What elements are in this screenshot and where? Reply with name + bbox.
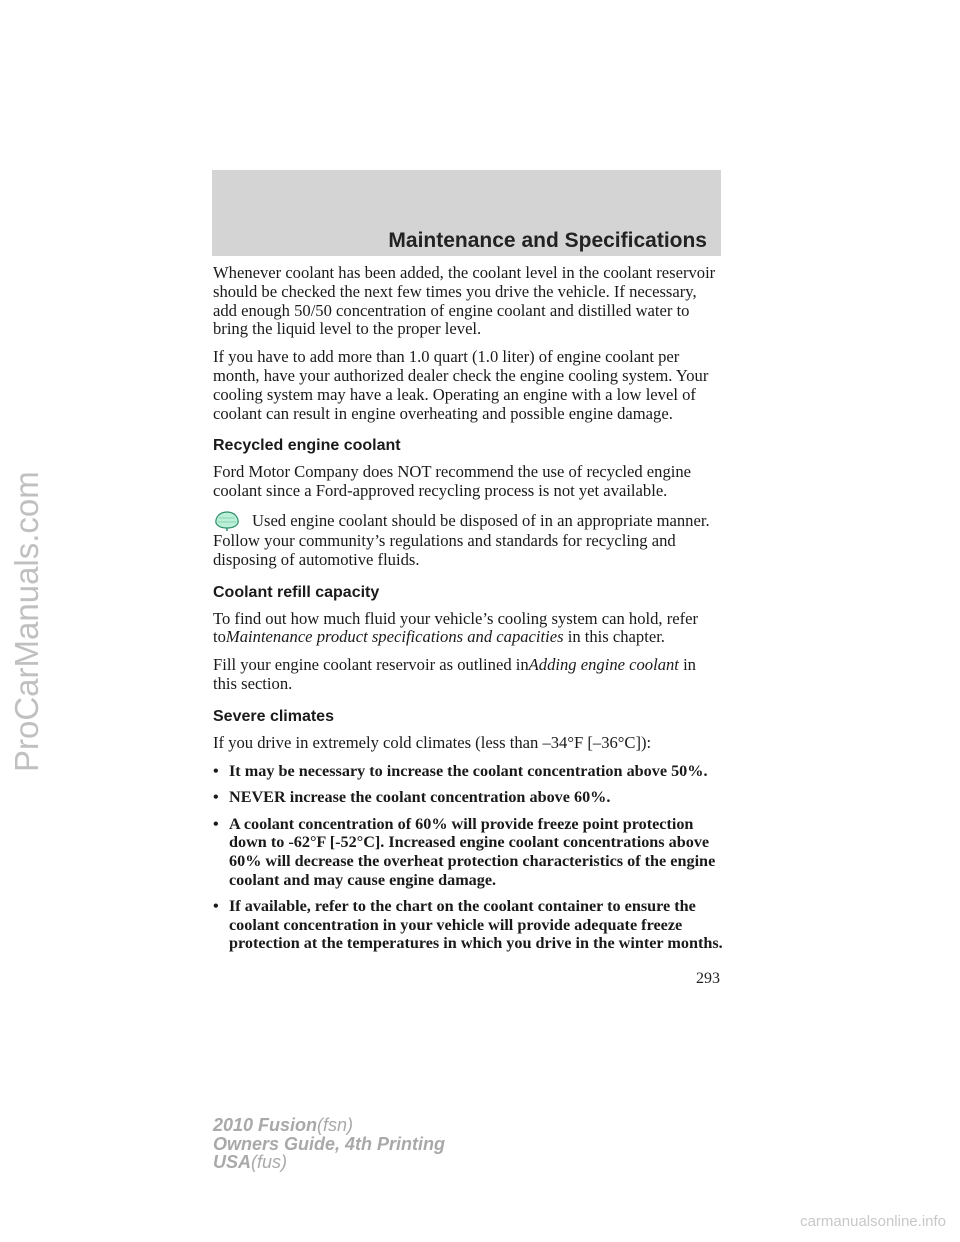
paragraph-fill-text: Fill your engine coolant reservoir as outlined in xyxy=(213,655,529,675)
paragraph-fill-suffix: in this section. xyxy=(213,655,696,693)
section-header-band xyxy=(212,170,721,256)
bullet-list xyxy=(213,762,723,953)
footer-model-code: (fsn) xyxy=(317,1115,354,1135)
bullet-item: • It may be necessary to increase the coolant concentration above 50%. xyxy=(213,762,723,781)
footer-model-line xyxy=(213,1116,445,1135)
paragraph-recycled-coolant: Ford Motor Company does NOT recommend the use of recycled engine coolant since a Ford-approved recycling process is not yet available. xyxy=(213,462,692,501)
footer-market-line xyxy=(213,1153,445,1172)
footer-guide: Owners Guide, 4th Printing xyxy=(213,1133,446,1154)
watermark: ProCarManuals.com xyxy=(8,471,45,772)
bullet-item: • If available, refer to the chart on the coolant container to ensure the coolant concentration in your vehicle will provide adequate freeze protection at the temperatures in which you drive in the winter months. xyxy=(213,897,723,953)
paragraph-coolant-check: Whenever coolant has been added, the coolant level in the coolant reservoir should be checked the next few times you drive the vehicle. If necessary, add enough 50/50 concentration of engine coolant and distilled water to bring the liquid level to the proper level. xyxy=(213,263,716,339)
reference-adding-coolant: Adding engine coolant xyxy=(528,655,679,675)
footer-market: USA xyxy=(213,1152,252,1172)
paragraph-fill-reservoir xyxy=(213,656,723,694)
paragraph-cold-climates: If you drive in extremely cold climates (less than –34°F [–36°C]): xyxy=(213,732,652,752)
paragraph-coolant-leak: If you have to add more than 1.0 quart (1.0 liter) of engine coolant per month, have your authorized dealer check the engine cooling system. Your cooling system may have a leak. Operating an engine with a low level of coolant can result in engine overheating and possible engine damage. xyxy=(213,347,709,423)
tree-environment-icon xyxy=(212,510,242,532)
paragraph-refill-suffix: in this chapter. xyxy=(563,627,665,647)
bullet-item: • NEVER increase the coolant concentration above 60%. xyxy=(213,788,723,807)
heading-recycled-coolant: Recycled engine coolant xyxy=(213,437,401,455)
page-content xyxy=(213,264,723,961)
site-watermark: carmanualsonline.info xyxy=(800,1213,946,1230)
reference-specifications: Maintenance product specifications and capacities xyxy=(225,627,564,647)
section-title: Maintenance and Specifications xyxy=(388,229,707,252)
page-number: 293 xyxy=(696,970,720,987)
bullet-item: • A coolant concentration of 60% will provide freeze point protection down to -62°F [-52°C]. Increased engine coolant concentrations above 60% will decrease the overheat protection characteristics of the engine coolant and may cause engine damage. xyxy=(213,815,723,889)
footer-model: 2010 Fusion xyxy=(213,1115,318,1135)
footer xyxy=(213,1116,445,1172)
heading-refill-capacity: Coolant refill capacity xyxy=(213,583,380,601)
paragraph-refill-capacity xyxy=(213,610,723,648)
footer-market-code: (fus) xyxy=(251,1152,288,1172)
paragraph-disposal xyxy=(213,510,723,570)
paragraph-refill-text: To find out how much fluid your vehicle’s cooling system can hold, refer to xyxy=(213,608,699,647)
heading-severe-climates: Severe climates xyxy=(213,707,334,725)
paragraph-disposal-text: Used engine coolant should be disposed of in an appropriate manner. Follow your community’s regulations and standards for recycling and disposing of automotive fluids. xyxy=(213,510,710,569)
